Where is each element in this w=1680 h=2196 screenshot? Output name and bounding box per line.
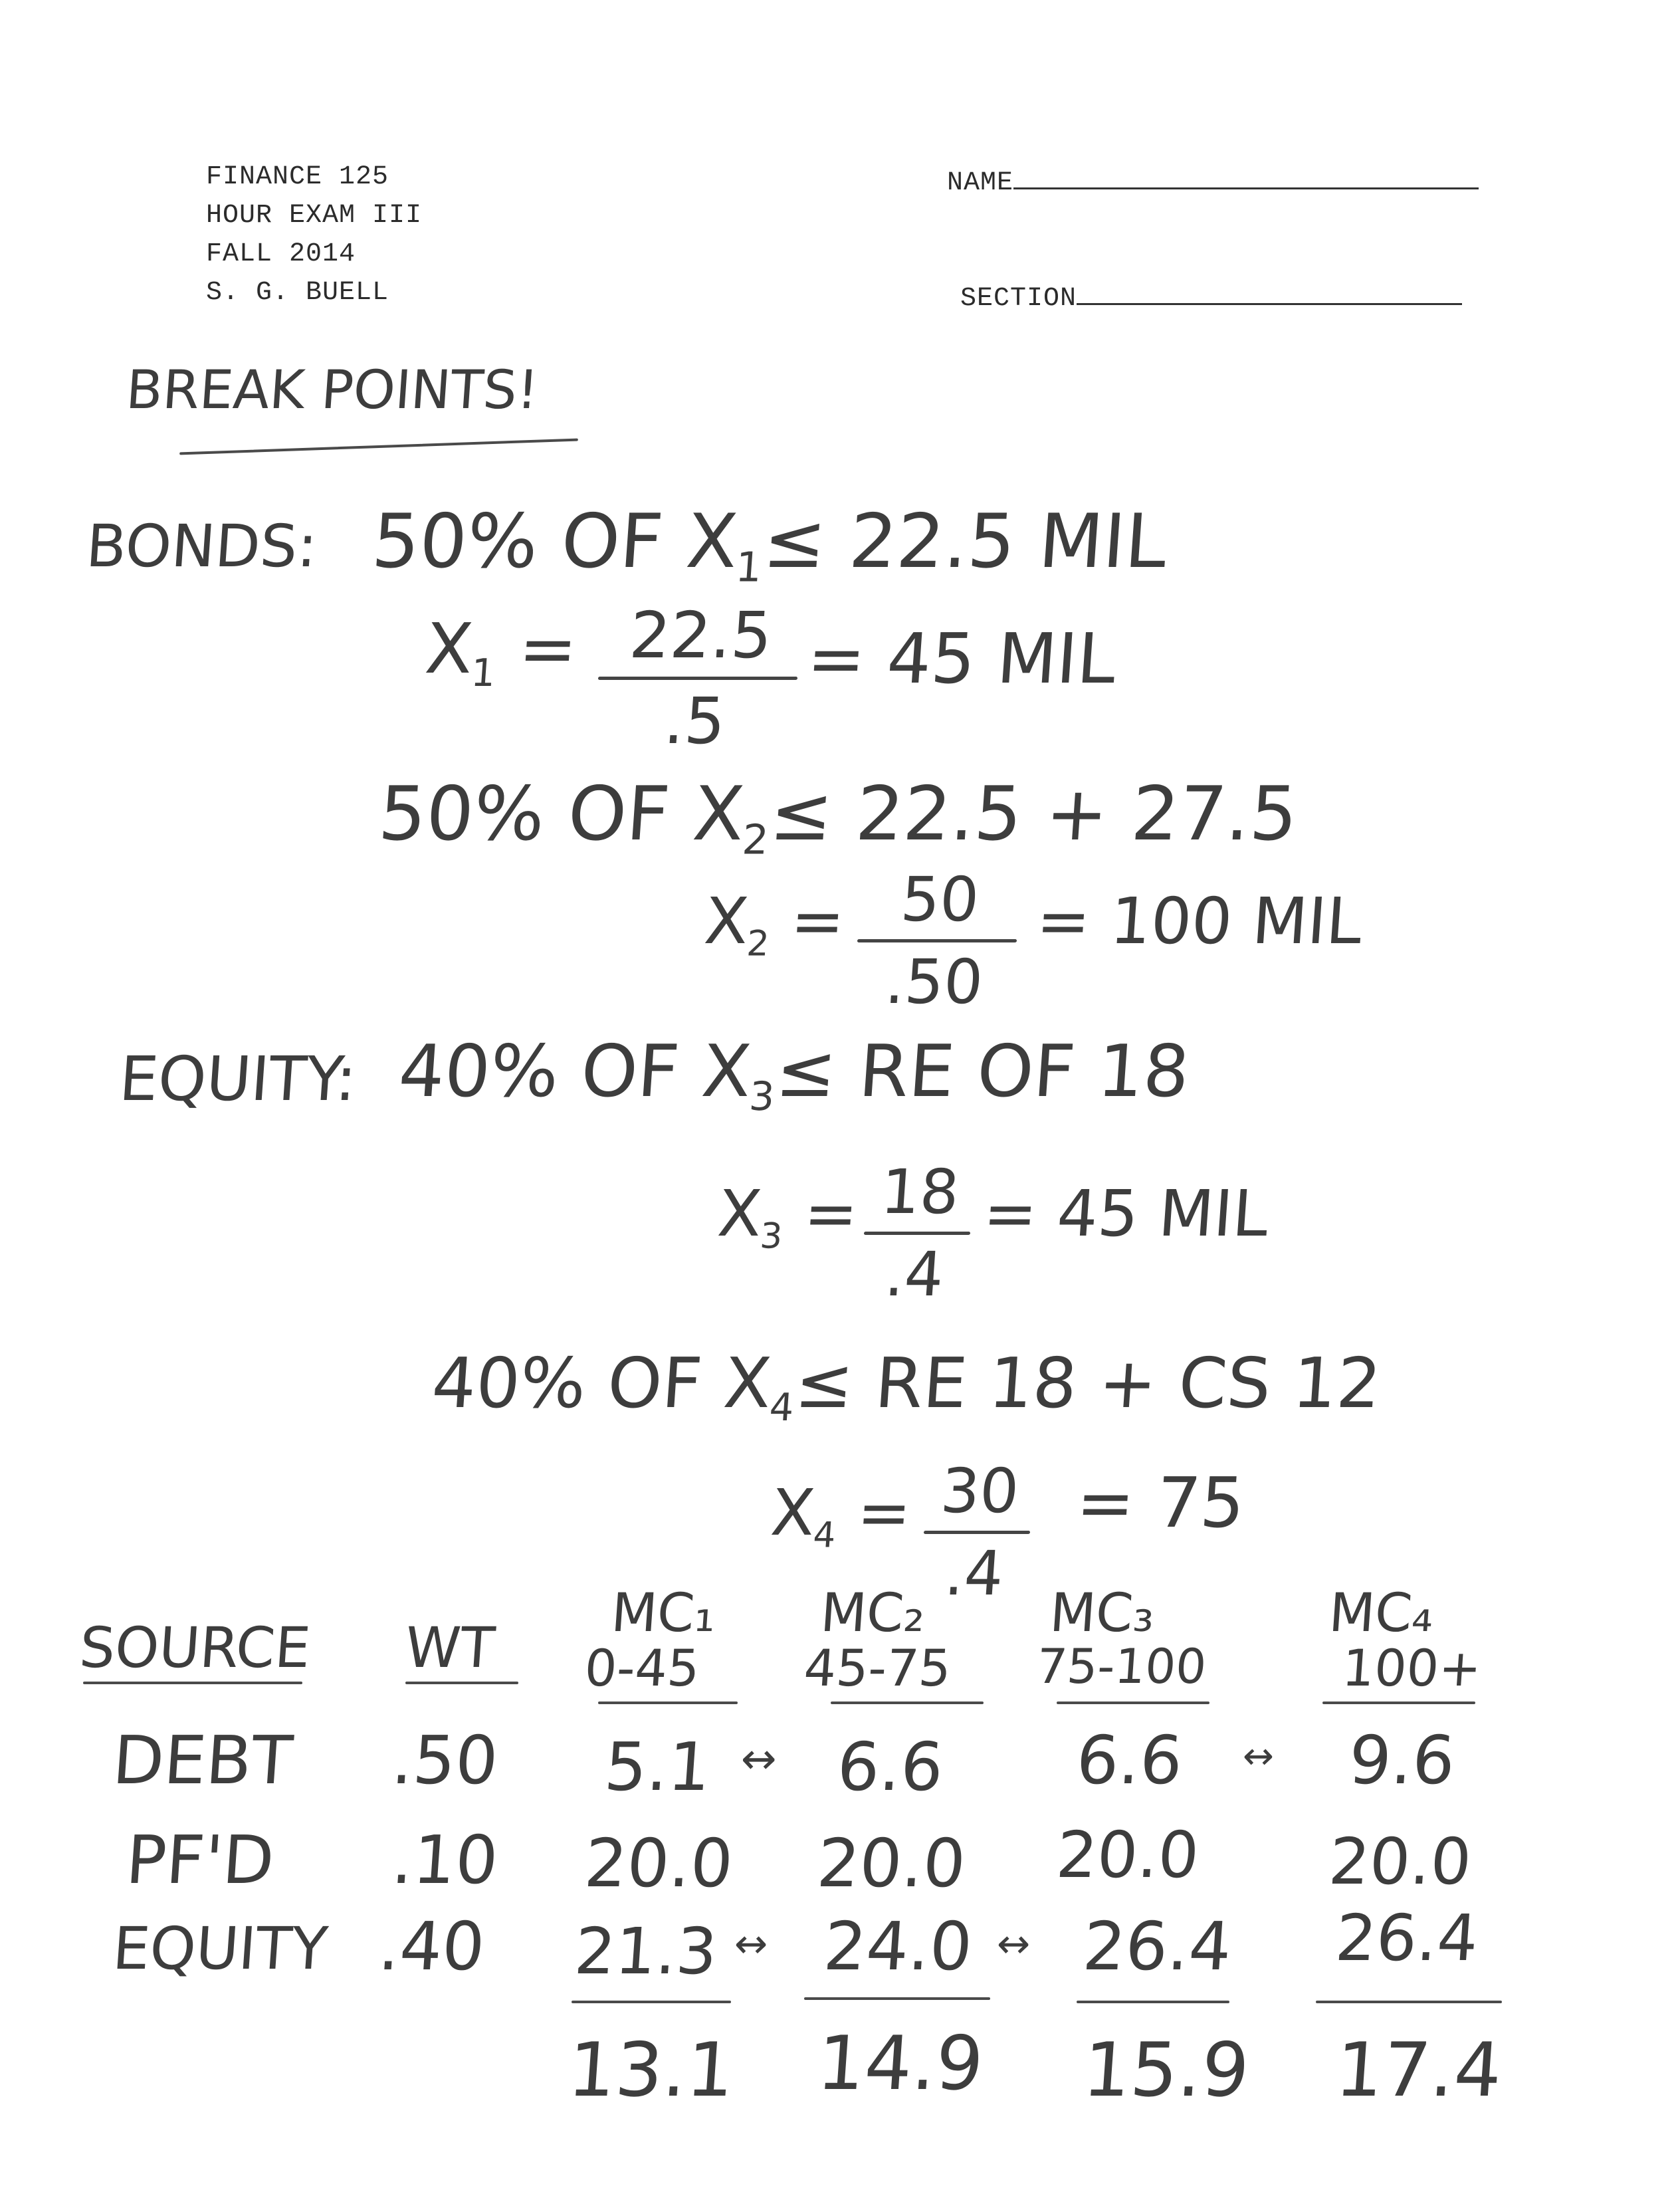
total-mc1-line xyxy=(572,2001,731,2003)
x2-result: = 100 MIL xyxy=(1034,884,1365,958)
row-debt-weight: .50 xyxy=(389,1721,501,1799)
x3-lhs: $X_3$ = xyxy=(715,1176,861,1257)
range-mc4: 100+ xyxy=(1340,1638,1483,1698)
total-mc2: 14.9 xyxy=(814,2021,986,2107)
range-mc1-underline xyxy=(598,1702,738,1704)
total-mc3-line xyxy=(1077,2001,1229,2003)
x4-fraction xyxy=(918,1456,1035,1609)
section-field xyxy=(960,274,1462,318)
x1-numerator: 22.5 xyxy=(627,598,775,673)
header-mc1: MC₁ xyxy=(609,1582,718,1644)
row-pfd-mc4: 20.0 xyxy=(1326,1824,1474,1899)
x4-result: = 75 xyxy=(1073,1462,1247,1543)
x3-numerator: 18 xyxy=(879,1156,962,1228)
header-mc3: MC₃ xyxy=(1047,1582,1157,1644)
x1-result: = 45 MIL xyxy=(804,618,1119,699)
break-points-heading: BREAK POINTS! xyxy=(124,359,541,421)
name-blank xyxy=(1013,158,1479,189)
x4-fraction-bar xyxy=(924,1531,1030,1534)
row-pfd-source: PF'D xyxy=(123,1821,277,1899)
x1-fraction-bar xyxy=(598,677,797,680)
total-mc4: 17.4 xyxy=(1332,2027,1505,2114)
row-debt-mc2: 6.6 xyxy=(834,1728,946,1806)
row-equity-arrow-1: ↔ xyxy=(732,1921,770,1967)
x3-fraction-bar xyxy=(864,1232,970,1235)
row-equity-mc2: 24.0 xyxy=(821,1908,975,1985)
row-pfd-weight: .10 xyxy=(389,1821,501,1899)
row-debt-mc4: 9.6 xyxy=(1346,1721,1458,1799)
range-mc3: 75-100 xyxy=(1035,1638,1208,1694)
bonds-constraint-2: 50% OF $X_2\le 22.5 + 27.5$ xyxy=(375,771,1301,864)
course-title: FINANCE 125 xyxy=(206,162,389,192)
row-pfd-mc3: 20.0 xyxy=(1054,1818,1202,1892)
x2-numerator: 50 xyxy=(898,864,982,935)
range-mc2-underline xyxy=(831,1702,984,1704)
header-mc4: MC₄ xyxy=(1326,1582,1436,1644)
section-blank xyxy=(1077,274,1462,305)
range-mc4-underline xyxy=(1322,1702,1475,1704)
row-debt-arrow-3: ↔ xyxy=(1241,1735,1276,1778)
row-debt-mc1: 5.1 xyxy=(601,1728,714,1806)
equity-constraint-2: 40% OF $X_4\le$ RE 18 + CS 12 xyxy=(429,1343,1384,1430)
x2-denominator: .50 xyxy=(883,946,986,1018)
total-mc2-line xyxy=(804,1997,990,2000)
exam-title: HOUR EXAM III xyxy=(206,201,423,231)
header-source: SOURCE xyxy=(77,1615,313,1680)
bonds-label: BONDS: xyxy=(84,512,320,580)
row-equity-arrow-2: ↔ xyxy=(995,1921,1032,1967)
row-equity-weight: .40 xyxy=(375,1908,488,1985)
row-equity-mc4: 26.4 xyxy=(1333,1901,1481,1975)
header-weight: WT xyxy=(403,1615,497,1680)
total-mc1: 13.1 xyxy=(565,2027,737,2114)
heading-underline xyxy=(179,439,578,455)
row-equity-source: EQUITY xyxy=(110,1914,330,1983)
range-mc2: 45-75 xyxy=(801,1638,953,1698)
equity-constraint-1: 40% OF $X_3\le$ RE OF 18 xyxy=(395,1030,1192,1120)
x4-numerator: 30 xyxy=(938,1456,1021,1527)
row-equity-mc1: 21.3 xyxy=(572,1914,720,1989)
header-mc2: MC₂ xyxy=(818,1582,928,1644)
instructor-name: S. G. BUELL xyxy=(206,278,389,308)
x4-lhs: $X_4$ = xyxy=(768,1476,914,1556)
section-label: SECTION xyxy=(960,284,1077,314)
row-pfd-mc2: 20.0 xyxy=(814,1824,968,1902)
x3-denominator: .4 xyxy=(883,1239,946,1310)
row-debt-mc3: 6.6 xyxy=(1073,1721,1186,1799)
row-debt-source: DEBT xyxy=(110,1721,295,1799)
x3-fraction xyxy=(859,1156,976,1310)
exam-term: FALL 2014 xyxy=(206,239,356,269)
x1-denominator: .5 xyxy=(661,684,728,758)
name-field xyxy=(947,158,1479,203)
total-mc3: 15.9 xyxy=(1080,2027,1252,2114)
row-debt-arrow-1: ↔ xyxy=(739,1735,779,1784)
name-label: NAME xyxy=(947,168,1014,198)
row-equity-mc3: 26.4 xyxy=(1080,1908,1234,1985)
source-underline xyxy=(83,1682,302,1684)
x2-lhs: $X_2$ = xyxy=(702,884,847,964)
x1-fraction xyxy=(593,598,803,758)
equity-label: EQUITY: xyxy=(117,1043,359,1115)
x3-result: = 45 MIL xyxy=(981,1176,1271,1251)
range-mc3-underline xyxy=(1057,1702,1209,1704)
x4-denominator: .4 xyxy=(942,1538,1006,1609)
bonds-constraint-1: 50% OF $X_1\le 22.5$ MIL xyxy=(369,498,1170,592)
total-mc4-line xyxy=(1316,2001,1502,2003)
x2-fraction-bar xyxy=(857,939,1017,942)
row-pfd-mc1: 20.0 xyxy=(581,1824,736,1902)
x2-fraction xyxy=(852,864,1022,1018)
weight-underline xyxy=(405,1682,518,1684)
x1-lhs: $X_1$ = xyxy=(423,608,580,696)
range-mc1: 0-45 xyxy=(582,1638,702,1698)
